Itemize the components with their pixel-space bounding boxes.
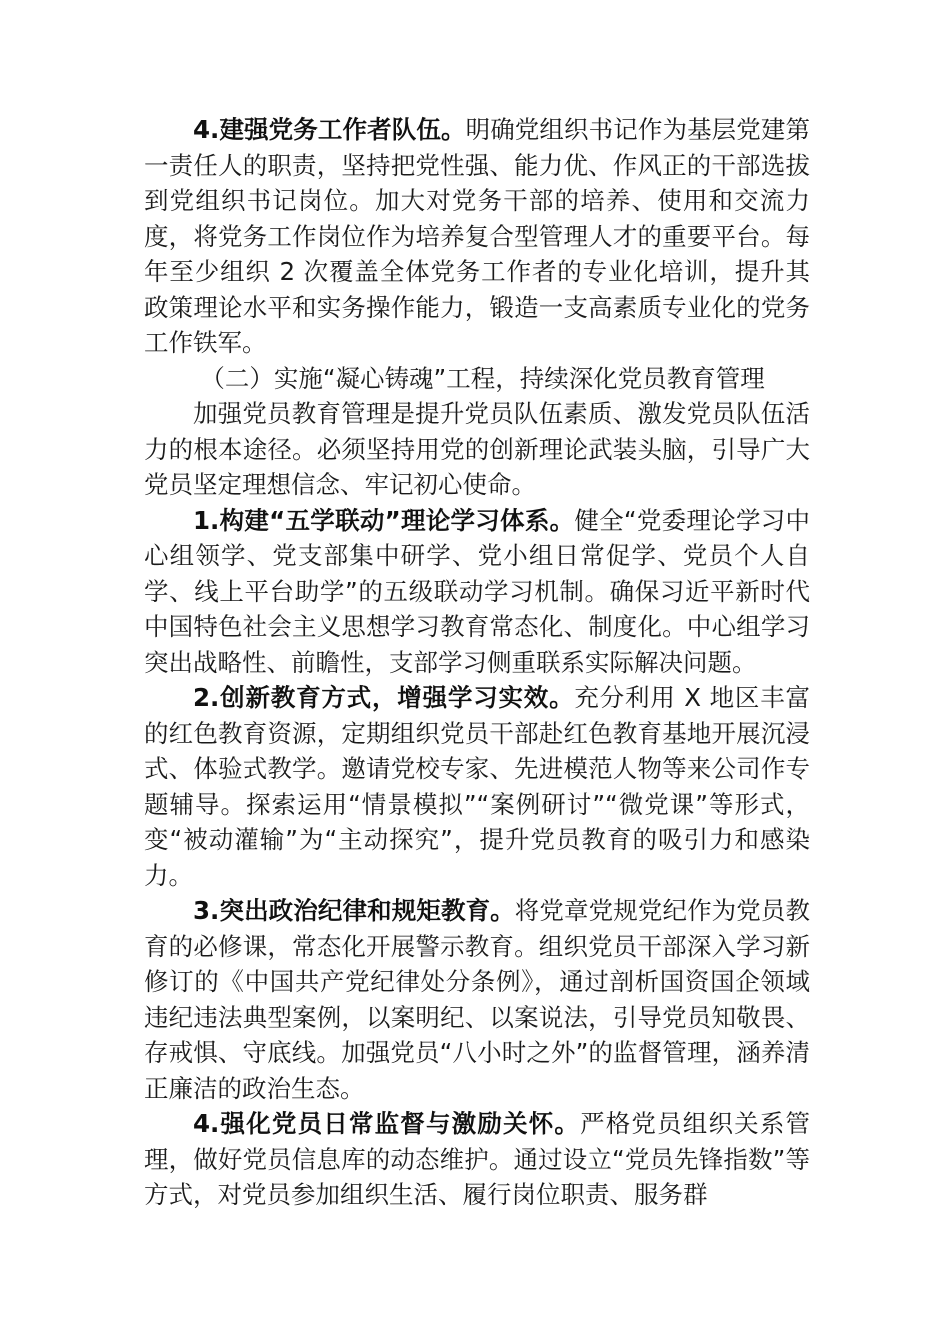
item-lead: 1.构建“五学联动”理论学习体系。 bbox=[193, 505, 575, 535]
item-body: 充分利用 X 地区丰富的红色教育资源，定期组织党员干部赴红色教育基地开展沉浸式、体验式教学。邀请党校专家、先进模范人物等来公司作专题辅导。探索运用“情景模拟”“案例研讨”“微党课”等形式，变“被动灌输”为“主动探究”，提升党员教育的吸引力和感染力。 bbox=[144, 683, 810, 890]
list-item bbox=[144, 1106, 810, 1213]
section-intro: 加强党员教育管理是提升党员队伍素质、激发党员队伍活力的根本途径。必须坚持用党的创新理论武装头脑，引导广大党员坚定理想信念、牢记初心使命。 bbox=[144, 399, 810, 499]
item-lead: 2.创新教育方式，增强学习实效。 bbox=[193, 683, 575, 712]
list-item bbox=[144, 680, 810, 893]
item-body: 严格党员组织关系管理，做好党员信息库的动态维护。通过设立“党员先锋指数”等方式，对党员参加组织生活、履行岗位职责、服务群 bbox=[144, 1109, 811, 1209]
list-item bbox=[144, 893, 810, 1106]
document-page bbox=[144, 112, 810, 1213]
list-item bbox=[144, 503, 810, 681]
section-heading: （二）实施“凝心铸魂”工程，持续深化党员教育管理 bbox=[200, 363, 765, 393]
item-lead: 4.强化党员日常监督与激励关怀。 bbox=[193, 1109, 581, 1138]
paragraph-party-worker-team bbox=[144, 112, 810, 361]
paragraph-body: 明确党组织书记作为基层党建第一责任人的职责，坚持把党性强、能力优、作风正的干部选拔到党组织书记岗位。加大对党务干部的培养、使用和交流力度，将党务工作岗位作为培养复合型管理人才的重要平台。每年至少组织 2 次覆盖全体党务工作者的专业化培训，提升其政策理论水平和实务操作能力，锻造一支高素质专业化的党务工作铁军。 bbox=[144, 115, 811, 357]
item-lead: 3.突出政治纪律和规矩教育。 bbox=[193, 896, 515, 925]
item-body: 健全“党委理论学习中心组领学、党支部集中研学、党小组日常促学、党员个人自学、线上平台助学”的五级联动学习机制。确保习近平新时代中国特色社会主义思想学习教育常态化、制度化。中心组学习突出战略性、前瞻性，支部学习侧重联系实际解决问题。 bbox=[144, 505, 810, 677]
item-body: 将党章党规党纪作为党员教育的必修课，常态化开展警示教育。组织党员干部深入学习新修订的《中国共产党纪律处分条例》，通过剖析国资国企领域违纪违法典型案例，以案明纪、以案说法，引导党员知敬畏、存戒惧、守底线。加强党员“八小时之外”的监督管理，涵养清正廉洁的政治生态。 bbox=[144, 896, 811, 1103]
paragraph-lead: 4.建强党务工作者队伍。 bbox=[193, 115, 466, 144]
